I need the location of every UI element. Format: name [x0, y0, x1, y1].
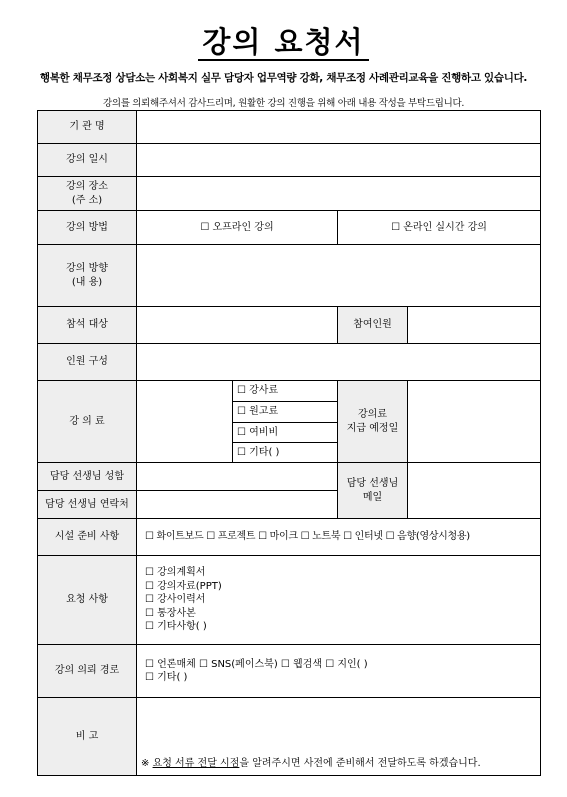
place-label	[37, 176, 137, 211]
request-item-other[interactable]: ☐ 기타사항( )	[145, 621, 207, 633]
date-label: 강의 일시	[37, 143, 137, 177]
fee-date-label-line1: 강의료	[358, 409, 387, 420]
audience-field[interactable]	[136, 306, 338, 344]
place-label-line1: 강의 장소	[66, 181, 108, 192]
date-field[interactable]	[136, 143, 541, 177]
page-title	[0, 20, 567, 61]
direction-label-line1: 강의 방향	[66, 263, 108, 274]
facility-options[interactable]: ☐ 화이트보드 ☐ 프로젝트 ☐ 마이크 ☐ 노트북 ☐ 인터넷 ☐ 음향(영상시청용)	[136, 518, 541, 556]
title-text: 강의 요청서	[198, 25, 368, 61]
route-line-1[interactable]: ☐ 언론매체 ☐ SNS(페이스북) ☐ 웹검색 ☐ 지인( )	[145, 658, 368, 670]
request-options	[136, 555, 541, 645]
request-item-resume[interactable]: ☐ 강사이력서	[145, 594, 206, 606]
fee-item-manuscript[interactable]: ☐ 원고료	[232, 401, 338, 423]
route-options	[136, 644, 541, 698]
remarks-label: 비 고	[37, 697, 137, 776]
remarks-field[interactable]	[136, 697, 541, 776]
contact-email-label-line2: 메일	[362, 491, 383, 503]
direction-field[interactable]	[136, 244, 541, 307]
place-field[interactable]	[136, 176, 541, 211]
route-line-2[interactable]: ☐ 기타( )	[145, 672, 188, 683]
facility-label: 시설 준비 사항	[37, 518, 137, 556]
remarks-note-suffix: 을 알려주시면 사전에 준비해서 전달하도록 하겠습니다.	[239, 757, 481, 769]
remarks-note-prefix: ※	[141, 757, 153, 769]
fee-date-field[interactable]	[407, 380, 541, 463]
contact-name-field[interactable]	[136, 462, 338, 491]
contact-email-label-line1: 담당 선생님	[346, 478, 399, 489]
direction-label-line2: (내 용)	[71, 276, 103, 288]
direction-label	[37, 244, 137, 307]
fee-amount-field[interactable]	[136, 380, 233, 463]
fee-item-travel[interactable]: ☐ 여비비	[232, 422, 338, 443]
audience-label: 참석 대상	[37, 306, 137, 344]
contact-phone-field[interactable]	[136, 490, 338, 519]
attendees-field[interactable]	[407, 306, 541, 344]
fee-date-label	[337, 380, 408, 463]
request-item-plan[interactable]: ☐ 강의계획서	[145, 567, 206, 579]
method-label: 강의 방법	[37, 210, 137, 245]
contact-email-label	[337, 462, 408, 519]
fee-date-label-line2: 지급 예정일	[346, 422, 399, 434]
request-item-materials[interactable]: ☐ 강의자료(PPT)	[145, 580, 222, 592]
method-online-checkbox[interactable]: ☐ 온라인 실시간 강의	[337, 210, 541, 245]
place-label-line2: (주 소)	[71, 194, 103, 206]
contact-phone-label: 담당 선생님 연락처	[37, 490, 137, 519]
contact-name-label: 담당 선생님 성함	[37, 462, 137, 491]
method-offline-checkbox[interactable]: ☐ 오프라인 강의	[136, 210, 338, 245]
route-label: 강의 의뢰 경로	[37, 644, 137, 698]
subintro-text: 강의를 의뢰해주셔서 감사드리며, 원활한 강의 진행을 위해 아래 내용 작성을 부탁드립니다.	[102, 98, 465, 109]
remarks-note	[141, 757, 481, 771]
remarks-note-underlined: 요청 서류 전달 시점	[152, 757, 240, 769]
composition-label: 인원 구성	[37, 343, 137, 381]
attendees-label: 참여인원	[337, 306, 408, 344]
fee-item-other[interactable]: ☐ 기타( )	[232, 442, 338, 463]
contact-email-field[interactable]	[407, 462, 541, 519]
intro-text: 행복한 채무조정 상담소는 사회복지 실무 담당자 업무역량 강화, 채무조정 사례관리교육을 진행하고 있습니다.	[39, 72, 528, 84]
request-label: 요청 사항	[37, 555, 137, 645]
fee-label: 강 의 료	[37, 380, 137, 463]
org-field[interactable]	[136, 110, 541, 144]
composition-field[interactable]	[136, 343, 541, 381]
fee-item-instructor[interactable]: ☐ 강사료	[232, 380, 338, 402]
org-label: 기 관 명	[37, 110, 137, 144]
request-item-bankbook[interactable]: ☐ 통장사본	[145, 607, 196, 619]
